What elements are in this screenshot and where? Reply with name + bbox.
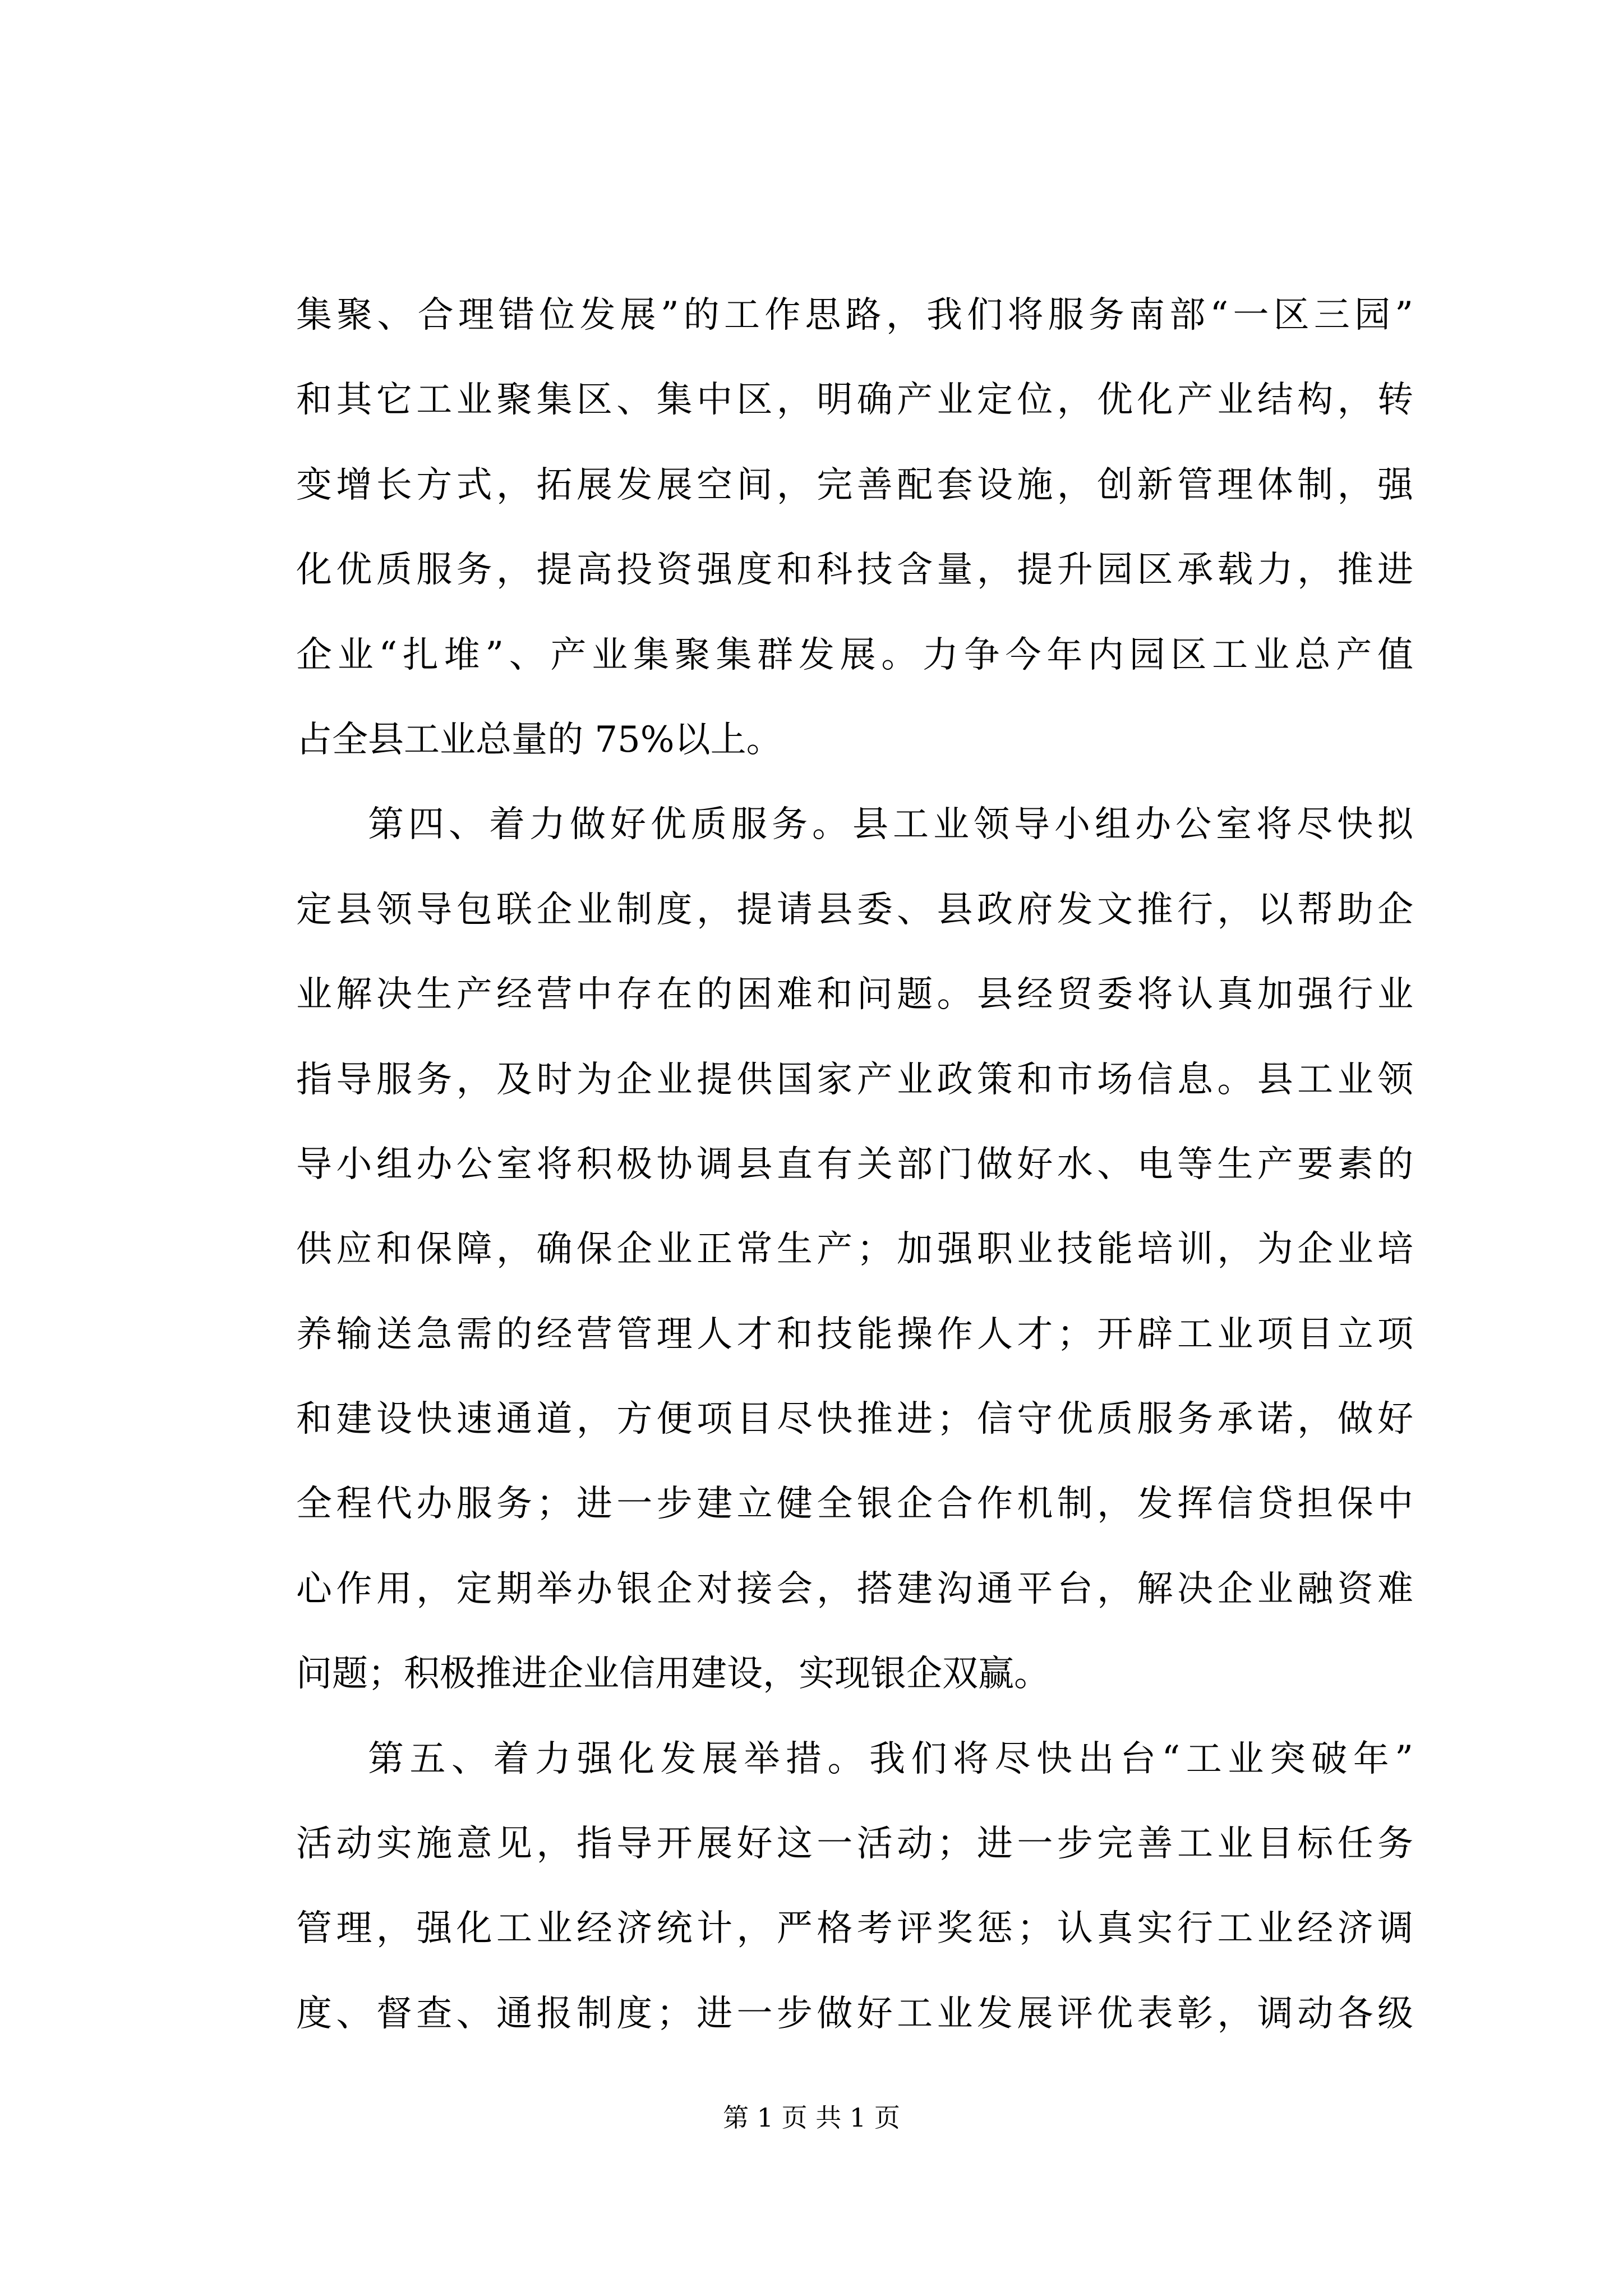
document-body <box>296 273 1413 2056</box>
text-line: 问题；积极推进企业信用建设，实现银企双赢。 <box>296 1653 1050 1695</box>
text-line: 集聚、合理错位发展”的工作思路，我们将服务南部“一区三园” <box>296 295 1413 336</box>
text-line: 心作用，定期举办银企对接会，搭建沟通平台，解决企业融资难 <box>296 1568 1413 1610</box>
page-footer <box>0 2101 1623 2134</box>
page-number-label: 第 1 页 共 1 页 <box>723 2102 900 2133</box>
text-line: 占全县工业总量的 75%以上。 <box>296 719 782 761</box>
text-line: 企业“扎堆”、产业集聚集群发展。力争今年内园区工业总产值 <box>296 634 1413 676</box>
text-line: 指导服务，及时为企业提供国家产业政策和市场信息。县工业领 <box>296 1059 1413 1101</box>
paragraph-first-line: 第五、着力强化发展举措。我们将尽快出台“工业突破年” <box>368 1738 1413 1780</box>
text-line: 和建设快速通道，方便项目尽快推进；信守优质服务承诺，做好 <box>296 1398 1413 1441</box>
text-line: 化优质服务，提高投资强度和科技含量，提升园区承载力，推进 <box>296 549 1413 591</box>
text-line: 活动实施意见，指导开展好这一活动；进一步完善工业目标任务 <box>296 1823 1413 1865</box>
text-line: 导小组办公室将积极协调县直有关部门做好水、电等生产要素的 <box>296 1143 1413 1185</box>
text-line: 度、督查、通报制度；进一步做好工业发展评优表彰，调动各级 <box>296 1993 1413 2035</box>
text-line: 变增长方式，拓展发展空间，完善配套设施，创新管理体制，强 <box>296 464 1413 506</box>
text-line: 供应和保障，确保企业正常生产；加强职业技能培训，为企业培 <box>296 1228 1413 1271</box>
text-line: 定县领导包联企业制度，提请县委、县政府发文推行，以帮助企 <box>296 889 1413 931</box>
text-line: 养输送急需的经营管理人才和技能操作人才；开辟工业项目立项 <box>296 1313 1413 1355</box>
text-line: 和其它工业聚集区、集中区，明确产业定位，优化产业结构，转 <box>296 379 1413 421</box>
text-line: 管理，强化工业经济统计，严格考评奖惩；认真实行工业经济调 <box>296 1908 1413 1950</box>
paragraph-first-line: 第四、着力做好优质服务。县工业领导小组办公室将尽快拟 <box>368 804 1413 846</box>
text-line: 业解决生产经营中存在的困难和问题。县经贸委将认真加强行业 <box>296 974 1413 1016</box>
text-line: 全程代办服务；进一步建立健全银企合作机制，发挥信贷担保中 <box>296 1483 1413 1525</box>
